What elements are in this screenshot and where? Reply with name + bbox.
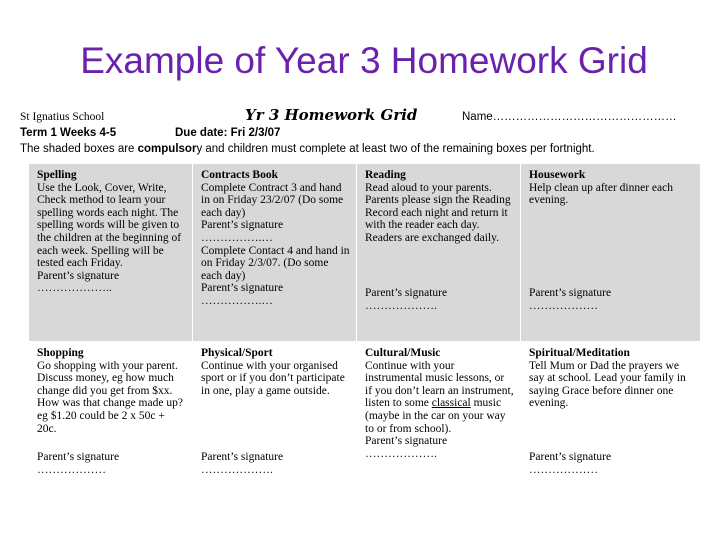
signature-label: Parent’s signature	[201, 219, 284, 232]
classical-link[interactable]: classical	[431, 397, 471, 410]
cell-body: Tell Mum or Dad the prayers we say at school. Lead your family in saying Grace before dinner one evening.	[529, 359, 686, 410]
signature-label: Parent’s signature	[529, 451, 612, 463]
note-post: y and children must complete at least two of the remaining boxes per fortnight.	[196, 143, 595, 155]
name-field: Name…………………………………………	[462, 111, 677, 123]
signature-line: …………….…	[201, 231, 273, 244]
note-bold: compulsor	[137, 143, 197, 155]
cell-body: Help clean up after dinner each evening.	[529, 181, 673, 207]
cell-physical-sport	[193, 342, 357, 512]
cell-spiritual-meditation	[521, 342, 701, 512]
cell-body: Complete Contact 4 and hand in on Friday 2/3/07. (Do some each day)	[201, 244, 350, 282]
cell-title: Contracts Book	[201, 169, 278, 181]
signature-line: …………….…	[201, 294, 273, 307]
cell-body: Complete Contract 3 and hand in on Friday 23/2/07 (Do some each day)	[201, 181, 344, 219]
cell-title: Housework	[529, 169, 586, 181]
signature-label: Parent’s signature	[37, 269, 120, 282]
cell-shopping	[29, 342, 193, 512]
signature-label: Parent’s signature	[201, 451, 284, 463]
cell-contracts-book	[193, 164, 357, 342]
signature-line: ……………….	[365, 447, 437, 460]
signature-label: Parent’s signature	[365, 287, 448, 299]
signature-line: ……………….	[201, 464, 273, 476]
cell-body: Continue with your organised sport or if you don’t participate in one, play a game outside.	[201, 359, 345, 397]
slide-title: Example of Year 3 Homework Grid	[80, 40, 648, 81]
signature-line: ……………….	[365, 300, 437, 312]
cell-title: Reading	[365, 169, 406, 181]
cell-spelling	[29, 164, 193, 342]
due-date: Due date: Fri 2/3/07	[175, 127, 281, 139]
instructions-note	[20, 143, 595, 155]
signature-label: Parent’s signature	[37, 451, 120, 463]
cell-title: Shopping	[37, 347, 84, 359]
term-line	[20, 127, 281, 139]
cell-body: Use the Look, Cover, Write, Check method to learn your spelling words each night. The spelling words will be given to the children at the beginning of each week. Spelling will be tested each Friday.	[37, 181, 182, 270]
cell-title: Cultural/Music	[365, 347, 441, 359]
signature-line: ………………..	[37, 282, 112, 295]
term-label: Term 1 Weeks 4-5	[20, 127, 117, 139]
cell-body: Continue with your instrumental music lessons, or if you don’t learn an instrument, listen to some	[365, 359, 514, 410]
cell-body: Read aloud to your parents. Parents please sign the Reading Record each night and return it with the reader each day. Readers are exchanged daily.	[365, 181, 511, 244]
signature-label: Parent’s signature	[201, 282, 284, 295]
cell-body: Go shopping with your parent. Discuss money, eg how much change did you get from $xx. How was that change made up? eg $1.20 could be 2 x 50c + 20c.	[37, 359, 183, 435]
grid-row-compulsory	[29, 164, 701, 342]
grid-title: Yr 3 Homework Grid	[245, 106, 418, 124]
signature-label: Parent’s signature	[529, 287, 612, 299]
cell-reading	[357, 164, 521, 342]
cell-title: Physical/Sport	[201, 347, 273, 359]
cell-housework	[521, 164, 701, 342]
school-name: St Ignatius School	[20, 111, 105, 123]
cell-title: Spiritual/Meditation	[529, 347, 630, 359]
homework-grid	[28, 163, 701, 512]
grid-row-optional	[29, 342, 701, 512]
signature-line: ………………	[37, 464, 106, 476]
note-pre: The shaded boxes are	[20, 143, 138, 155]
cell-title: Spelling	[37, 169, 77, 181]
cell-cultural-music	[357, 342, 521, 512]
cell-body-end: music (maybe in the car on your way to or from school).	[365, 397, 506, 435]
signature-line: ………………	[529, 464, 598, 476]
signature-line: ………………	[529, 300, 598, 312]
signature-label: Parent’s signature	[365, 435, 448, 448]
